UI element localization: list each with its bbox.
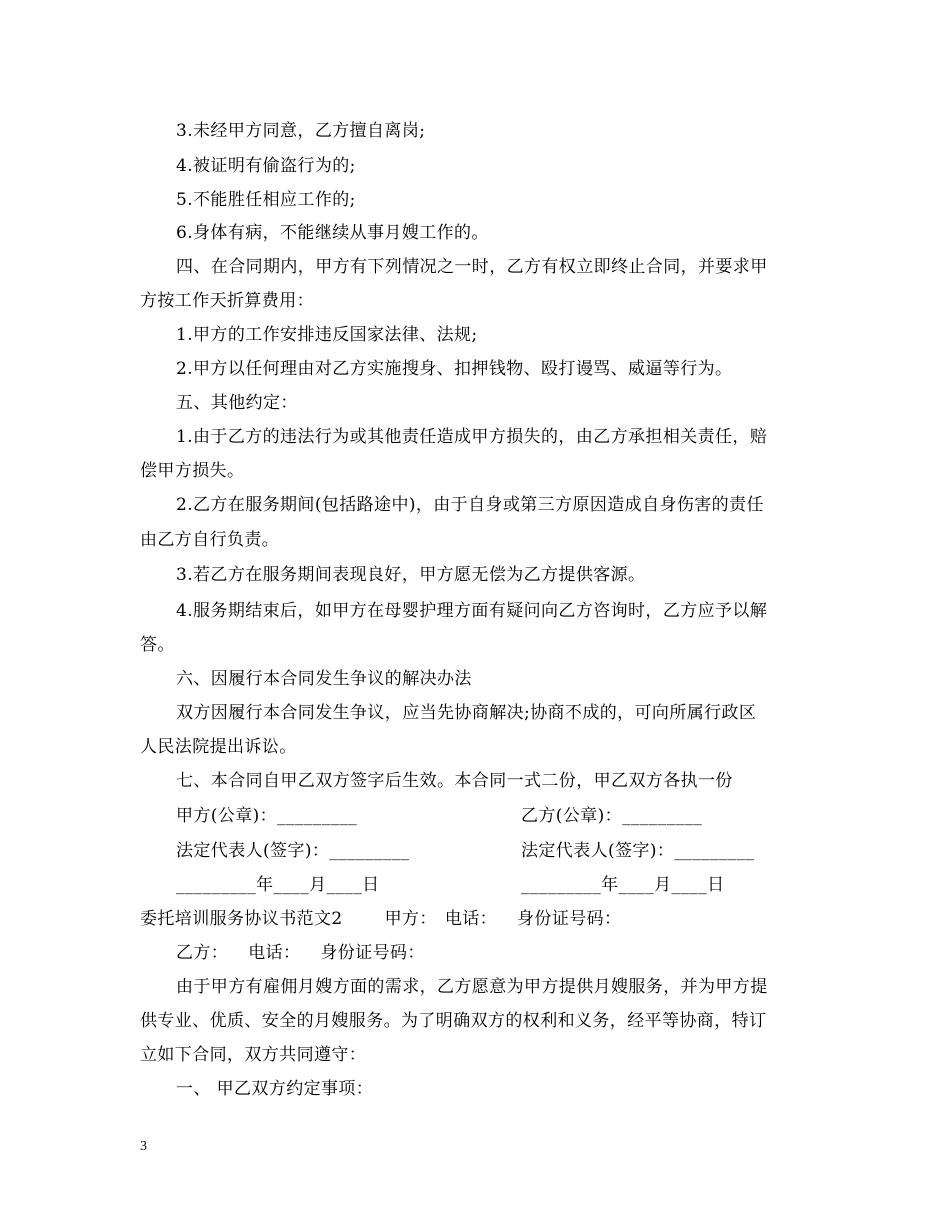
party-a-seal-line: 甲方(公章)：_________ [176,806,358,826]
clause-4-text: 4.被证明有偷盗行为的; [176,156,356,176]
clause-6-text: 6.身体有病，不能继续从事月嫂工作的。 [176,223,489,243]
party-b-seal-line: 乙方(公章)：_________ [521,806,703,826]
section-5-item-3: 3.若乙方在服务期间表现良好，甲方愿无偿为乙方提供客源。 [176,565,646,585]
section-6-heading: 六、因履行本合同发生争议的解决办法 [176,669,472,689]
clause-3-text: 3.未经甲方同意，乙方擅自离岗; [176,121,426,141]
section-4-item-1: 1.甲方的工作安排违反国家法律、法规; [176,325,478,345]
party-a-phone-label: 电话： [444,909,498,929]
party-a-label: 甲方： [384,909,437,929]
preamble-line-3: 立如下合同，双方共同遵守： [140,1045,367,1065]
preamble-line-1: 由于甲方有雇佣月嫂方面的需求，乙方愿意为甲方提供月嫂服务，并为甲方提 [176,977,768,997]
section-7-text: 七、本合同自甲乙双方签字后生效。本合同一式二份，甲乙双方各执一份 [176,771,733,791]
party-b-info-line [176,942,425,964]
preamble-line-2: 供专业、优质、安全的月嫂服务。为了明确双方的权利和义务，经平等协商，特订 [140,1011,767,1031]
section-5-item-1: 1.由于乙方的违法行为或其他责任造成甲方损失的，由乙方承担相关责任，赔 [176,427,768,447]
party-b-phone-label: 电话： [248,943,301,963]
section-6-body: 双方因履行本合同发生争议，应当先协商解决;协商不成的，可向所属行政区 [176,703,757,723]
date-b-line: _________年____月____日 [521,875,725,895]
section-5-item-4: 4.服务期结束后，如甲方在母婴护理方面有疑问向乙方咨询时，乙方应予以解 [176,601,768,621]
second-contract-title: 委托培训服务协议书范文2 [140,909,343,929]
section-4-item-2: 2.甲方以任何理由对乙方实施搜身、扣押钱物、殴打谩骂、威逼等行为。 [176,359,733,379]
section-4-heading-cont: 方按工作天折算费用： [140,291,314,311]
section-1-heading: 一、 甲乙双方约定事项： [176,1079,374,1099]
party-a-id-label: 身份证号码： [517,909,622,929]
rep-b-sign-line: 法定代表人(签字)：_________ [521,841,755,861]
party-b-label: 乙方： [176,943,229,963]
section-5-heading: 五、其他约定： [176,393,298,413]
section-5-item-1-cont: 偿甲方损失。 [140,461,245,481]
section-6-body-cont: 人民法院提出诉讼。 [140,737,297,757]
section-5-item-2: 2.乙方在服务期间(包括路途中)，由于自身或第三方原因造成自身伤害的责任 [176,495,764,515]
page-number: 3 [140,1139,147,1154]
section-4-heading: 四、在合同期内，甲方有下列情况之一时，乙方有权立即终止合同，并要求甲 [176,257,768,277]
clause-5-text: 5.不能胜任相应工作的; [176,190,356,210]
date-a-line: _________年____月____日 [176,875,380,895]
section-5-item-2-cont: 由乙方自行负责。 [140,530,280,550]
party-b-id-label: 身份证号码： [320,943,425,963]
section-5-item-4-cont: 答。 [140,635,175,655]
rep-a-sign-line: 法定代表人(签字)：_________ [176,841,410,861]
second-contract-header [140,908,621,930]
